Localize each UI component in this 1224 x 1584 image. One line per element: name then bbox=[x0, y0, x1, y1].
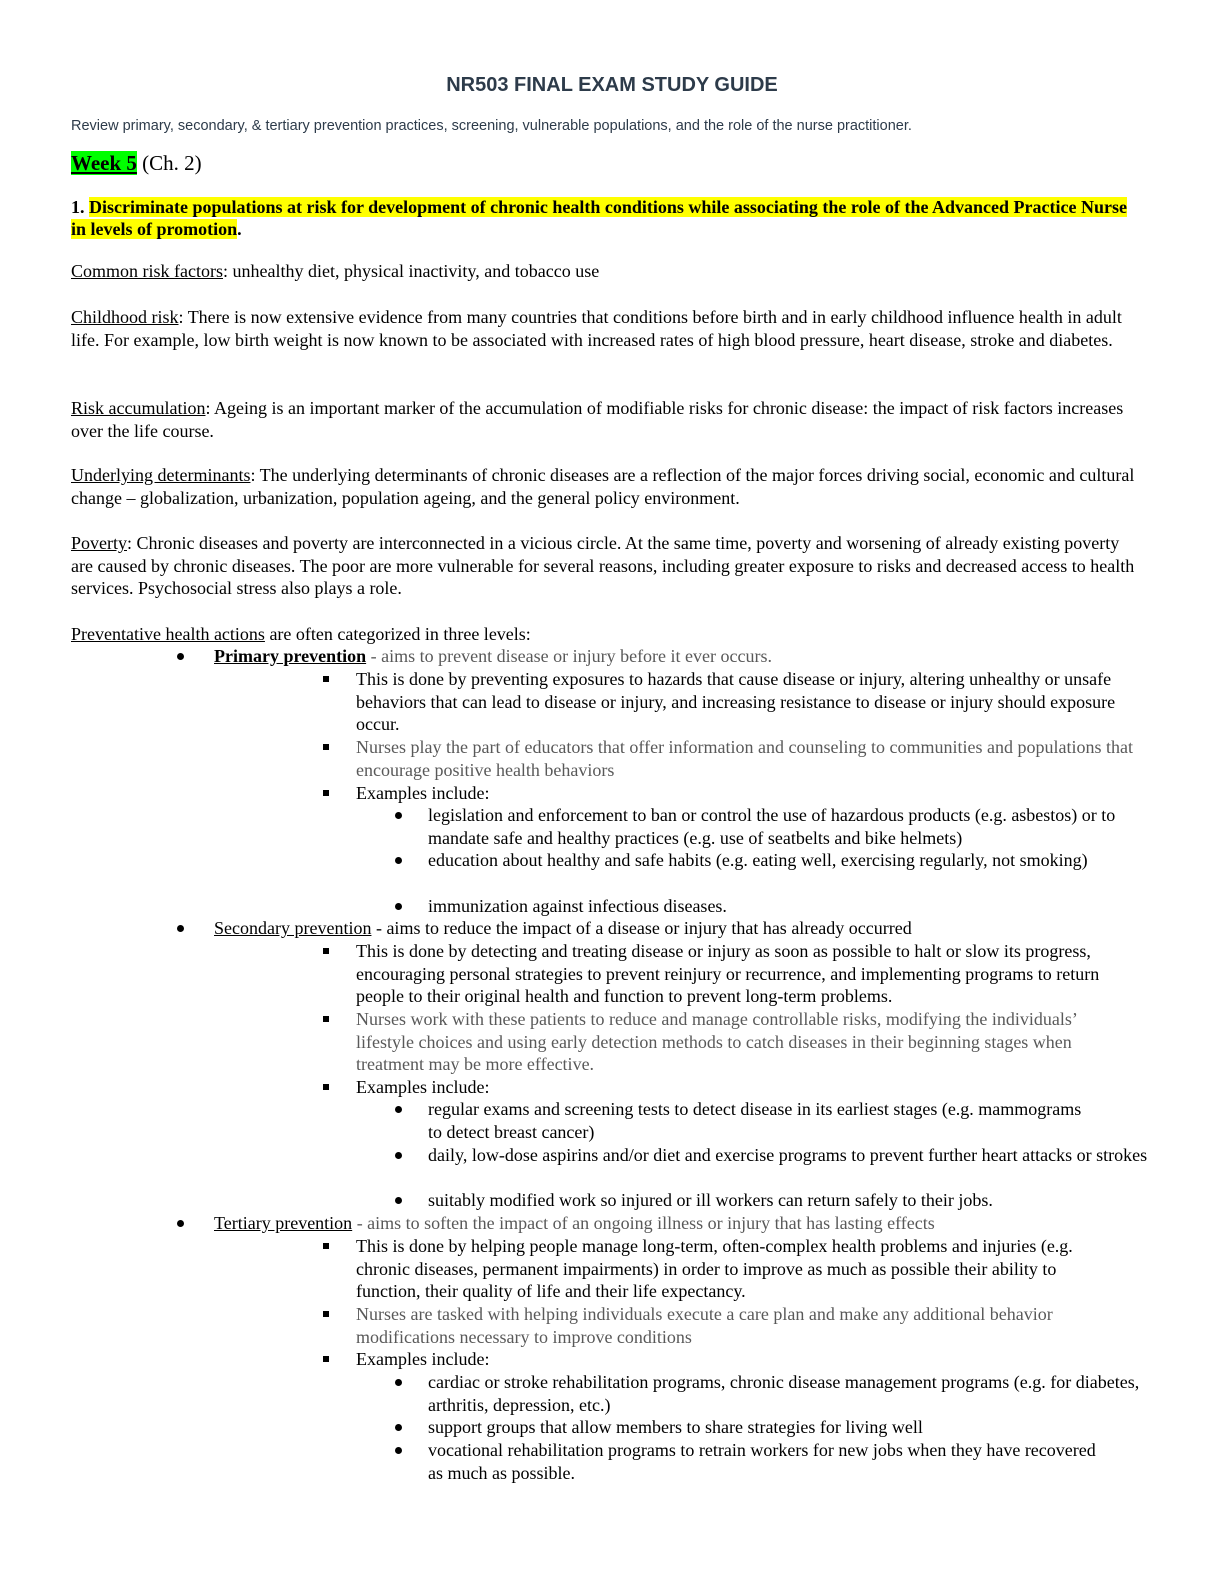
bullet-tertiary-point-3 bbox=[323, 1356, 329, 1362]
text-preventative-actions: are often categorized in three levels: bbox=[264, 624, 531, 644]
bullet-secondary-example-1 bbox=[395, 1106, 402, 1113]
term-risk-accumulation: Risk accumulation bbox=[71, 398, 206, 418]
level-tertiary-name: Tertiary prevention bbox=[214, 1213, 353, 1233]
primary-example-2: education about healthy and safe habits (e.g. eating well, exercising regularly, not smoking) bbox=[428, 850, 1088, 870]
level-secondary-name: Secondary prevention bbox=[214, 918, 372, 938]
paragraph-common-risk bbox=[71, 260, 1141, 283]
paragraph-risk-accumulation bbox=[71, 397, 1141, 442]
term-underlying-determinants: Underlying determinants bbox=[71, 465, 251, 485]
objective-end: . bbox=[237, 219, 242, 239]
text-risk-accumulation: : Ageing is an important marker of the accumulation of modifiable risks for chronic disease: the impact of risk factors increases over the life course. bbox=[71, 398, 1124, 441]
secondary-point-1: This is done by detecting and treating disease or injury as soon as possible to halt or slow its progress, encouraging personal strategies to prevent reinjury or recurrence, and implementing programs to return people to their original health and function to prevent long-term problems. bbox=[356, 941, 1100, 1007]
bullet-tertiary-point-2 bbox=[323, 1311, 329, 1317]
bullet-tertiary-example-3 bbox=[395, 1447, 402, 1454]
bullet-secondary-example-3 bbox=[395, 1197, 402, 1204]
text-poverty: : Chronic diseases and poverty are interconnected in a vicious circle. At the same time, poverty and worsening of already existing poverty are caused by chronic diseases. The poor are more vulnerable for several reasons, including greater exposure to risks and decreased access to health services. Psychosocial stress also plays a role. bbox=[71, 533, 1135, 599]
tertiary-point-3: Examples include: bbox=[356, 1349, 490, 1369]
primary-point-2: Nurses play the part of educators that offer information and counseling to communities and populations that encourage positive health behaviors bbox=[356, 737, 1133, 780]
bullet-primary bbox=[177, 653, 184, 660]
level-tertiary-desc: - aims to soften the impact of an ongoing illness or injury that has lasting effects bbox=[352, 1213, 935, 1233]
bullet-tertiary-point-1 bbox=[323, 1243, 329, 1249]
level-secondary bbox=[214, 917, 1154, 940]
primary-point-1: This is done by preventing exposures to hazards that cause disease or injury, altering unhealthy or unsafe behaviors that can lead to disease or injury, and increasing resistance to disease or injury should exposure occur. bbox=[356, 669, 1116, 735]
paragraph-childhood-risk bbox=[71, 306, 1141, 351]
bullet-tertiary-example-2 bbox=[395, 1424, 402, 1431]
bullet-secondary-example-2 bbox=[395, 1152, 402, 1159]
bullet-tertiary bbox=[177, 1220, 184, 1227]
page-title: NR503 FINAL EXAM STUDY GUIDE bbox=[446, 74, 778, 96]
term-preventative-actions: Preventative health actions bbox=[71, 624, 265, 644]
page-subtitle: Review primary, secondary, & tertiary prevention practices, screening, vulnerable populations, and the role of the nurse practitioner. bbox=[71, 118, 912, 134]
objective-heading bbox=[71, 196, 1141, 240]
level-primary-name: Primary prevention bbox=[214, 646, 367, 666]
secondary-example-3: suitably modified work so injured or ill workers can return safely to their jobs. bbox=[428, 1190, 993, 1210]
level-primary bbox=[214, 645, 1154, 668]
level-tertiary bbox=[214, 1212, 1154, 1235]
tertiary-example-2: support groups that allow members to share strategies for living well bbox=[428, 1417, 923, 1437]
bullet-primary-point-2 bbox=[323, 744, 329, 750]
week-label: Week 5 bbox=[71, 151, 137, 175]
level-secondary-desc: - aims to reduce the impact of a disease or injury that has already occurred bbox=[371, 918, 912, 938]
tertiary-example-3: vocational rehabilitation programs to retrain workers for new jobs when they have recovered as much as possible. bbox=[428, 1440, 1096, 1483]
bullet-secondary bbox=[177, 925, 184, 932]
tertiary-example-1: cardiac or stroke rehabilitation programs, chronic disease management programs (e.g. for diabetes, arthritis, depression, etc.) bbox=[428, 1372, 1140, 1415]
secondary-example-2: daily, low-dose aspirins and/or diet and exercise programs to prevent further heart attacks or strokes bbox=[428, 1145, 1148, 1165]
term-poverty: Poverty bbox=[71, 533, 127, 553]
tertiary-point-2: Nurses are tasked with helping individuals execute a care plan and make any additional behavior modifications necessary to improve conditions bbox=[356, 1304, 1053, 1347]
paragraph-preventative-actions bbox=[71, 623, 1141, 646]
bullet-secondary-point-1 bbox=[323, 948, 329, 954]
secondary-point-3: Examples include: bbox=[356, 1077, 490, 1097]
bullet-primary-example-2 bbox=[395, 857, 402, 864]
level-primary-desc: - aims to prevent disease or injury before it ever occurs. bbox=[366, 646, 772, 666]
term-childhood-risk: Childhood risk bbox=[71, 307, 179, 327]
paragraph-underlying-determinants bbox=[71, 464, 1141, 509]
week-heading bbox=[71, 151, 202, 176]
bullet-secondary-point-2 bbox=[323, 1016, 329, 1022]
text-childhood-risk: : There is now extensive evidence from many countries that conditions before birth and in early childhood influence health in adult life. For example, low birth weight is now known to be associated with increased rates of high blood pressure, heart disease, stroke and diabetes. bbox=[71, 307, 1122, 350]
objective-number: 1. bbox=[71, 197, 89, 217]
text-underlying-determinants: : The underlying determinants of chronic diseases are a reflection of the major forces driving social, economic and cultural change – globalization, urbanization, population ageing, and the general policy environment. bbox=[71, 465, 1135, 508]
term-common-risk: Common risk factors bbox=[71, 261, 223, 281]
week-chapter: (Ch. 2) bbox=[136, 151, 202, 175]
bullet-primary-example-1 bbox=[395, 812, 402, 819]
secondary-point-2: Nurses work with these patients to reduce and manage controllable risks, modifying the individuals’ lifestyle choices and using early detection methods to catch diseases in their beginning stages when treatment may be more effective. bbox=[356, 1009, 1077, 1075]
primary-point-3: Examples include: bbox=[356, 783, 490, 803]
objective-text: Discriminate populations at risk for development of chronic health conditions while associating the role of the Advanced Practice Nurse in levels of promotion bbox=[71, 197, 1127, 239]
bullet-primary-point-3 bbox=[323, 790, 329, 796]
tertiary-point-1: This is done by helping people manage long-term, often-complex health problems and injuries (e.g. chronic diseases, permanent impairments) in order to improve as much as possible their ability to function, their quality of life and their life expectancy. bbox=[356, 1236, 1073, 1302]
bullet-tertiary-example-1 bbox=[395, 1379, 402, 1386]
text-common-risk: : unhealthy diet, physical inactivity, and tobacco use bbox=[222, 261, 600, 281]
bullet-primary-point-1 bbox=[323, 676, 329, 682]
bullet-secondary-point-3 bbox=[323, 1084, 329, 1090]
secondary-example-1: regular exams and screening tests to detect disease in its earliest stages (e.g. mammograms to detect breast cancer) bbox=[428, 1099, 1082, 1142]
primary-example-1: legislation and enforcement to ban or control the use of hazardous products (e.g. asbestos) or to mandate safe and healthy practices (e.g. use of seatbelts and bike helmets) bbox=[428, 805, 1116, 848]
paragraph-poverty bbox=[71, 532, 1141, 600]
bullet-primary-example-3 bbox=[395, 903, 402, 910]
primary-example-3: immunization against infectious diseases. bbox=[428, 896, 727, 916]
